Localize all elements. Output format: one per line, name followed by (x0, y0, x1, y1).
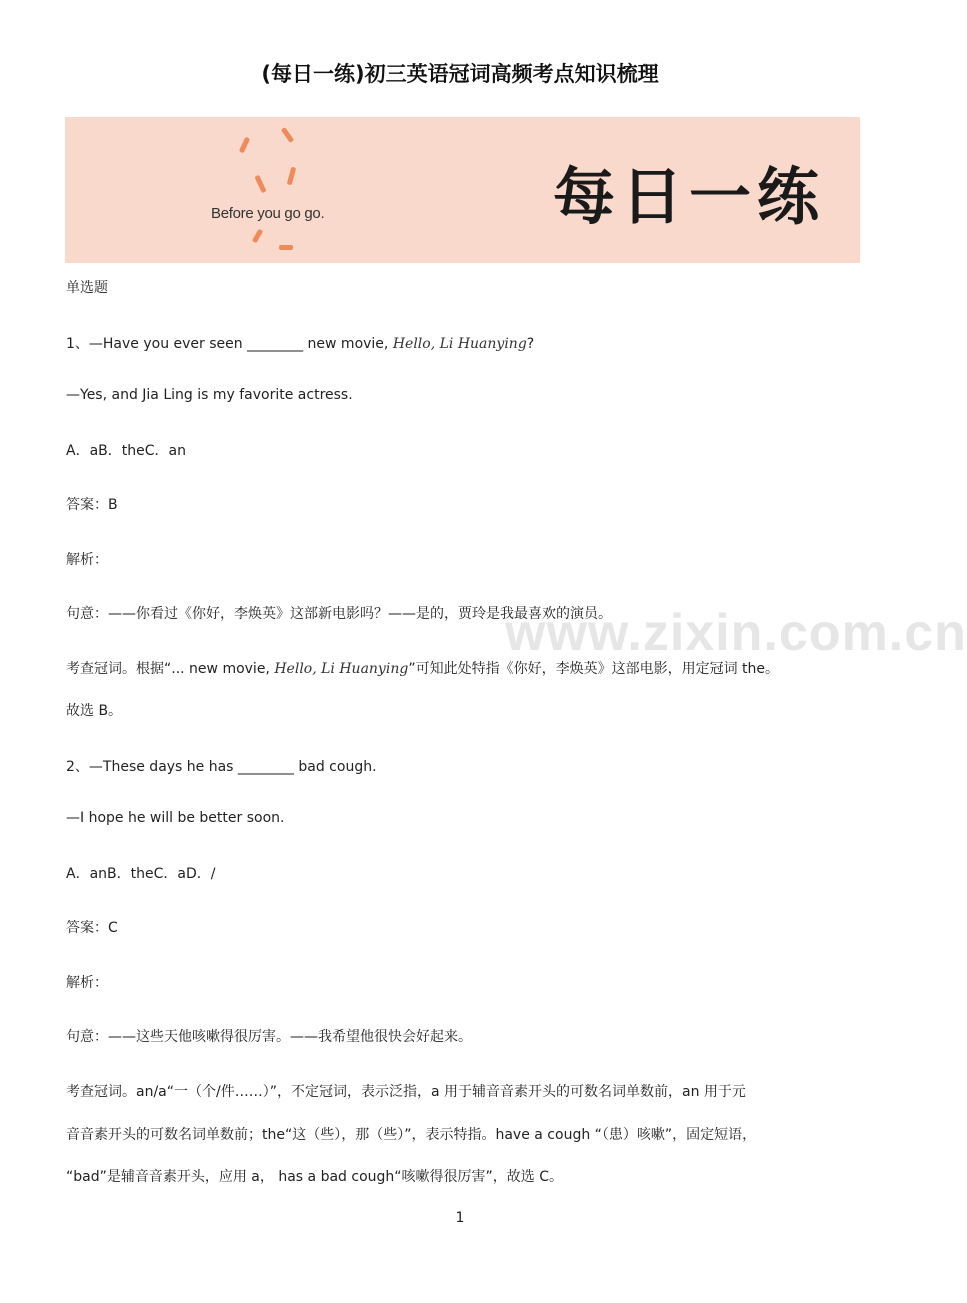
banner-heading: 每日一练 (553, 160, 826, 233)
question-2-explanation-line-2: 音音素开头的可数名词单数前；the“这（些），那（些）”，表示特指。have a cough “（患）咳嗽”，固定短语， (66, 1127, 757, 1143)
banner-decor-dash (281, 127, 294, 143)
question-1-options: A．aB．theC．an (66, 443, 186, 459)
question-2-meaning: 句意：——这些天他咳嗽得很厉害。——我希望他很快会好起来。 (66, 1029, 472, 1045)
banner-decor-dash (279, 245, 293, 250)
question-1-movie-title: Hello, Li Huanying (392, 336, 527, 352)
question-2-stem: 2、—These days he has ________ bad cough. (66, 759, 377, 775)
question-1-stem (66, 333, 534, 353)
question-1-explanation (66, 658, 779, 678)
question-1-stem-end: ? (526, 336, 535, 352)
question-1-stem-text: 1、—Have you ever seen ________ new movie, (66, 336, 393, 352)
section-heading: 单选题 (66, 280, 108, 296)
page-number: 1 (455, 1210, 465, 1226)
question-1-meaning: 句意：——你看过《你好，李焕英》这部新电影吗？——是的，贾玲是我最喜欢的演员。 (66, 606, 612, 622)
question-2-explanation-line-1: 考查冠词。an/a“一（个/件……）”，不定冠词，表示泛指，a 用于辅音音素开头的可数名词单数前，an 用于元 (66, 1084, 746, 1100)
banner-decor-dash (252, 229, 263, 244)
banner-decor-dash (239, 137, 250, 154)
watermark: www.zixin.com.cn (505, 604, 967, 662)
question-1-analysis-label: 解析： (66, 552, 108, 568)
page-title: (每日一练)初三英语冠词高频考点知识梳理 (261, 62, 659, 86)
banner-decor-dash (287, 167, 296, 186)
question-2-reply: —I hope he will be better soon. (66, 810, 285, 826)
question-1-reply: —Yes, and Jia Ling is my favorite actress. (66, 387, 353, 403)
banner-image (65, 117, 860, 263)
question-2-analysis-label: 解析： (66, 975, 108, 991)
question-2-answer: 答案：C (66, 920, 118, 936)
question-1-conclusion: 故选 B。 (66, 703, 123, 719)
question-1-explanation-title: Hello, Li Huanying (274, 661, 409, 677)
question-2-options: A．anB．theC．aD．/ (66, 866, 216, 882)
question-1-explanation-end: ”可知此处特指《你好，李焕英》这部电影，用定冠词 the。 (408, 661, 779, 677)
question-2-explanation-line-3: “bad”是辅音音素开头，应用 a， has a bad cough“咳嗽得很厉害”，故选 C。 (66, 1169, 563, 1185)
banner-tagline: Before you go go. (211, 205, 325, 222)
banner-decor-dash (254, 175, 266, 193)
question-1-explanation-text: 考查冠词。根据“... new movie, (66, 661, 275, 677)
question-1-answer: 答案：B (66, 497, 118, 513)
